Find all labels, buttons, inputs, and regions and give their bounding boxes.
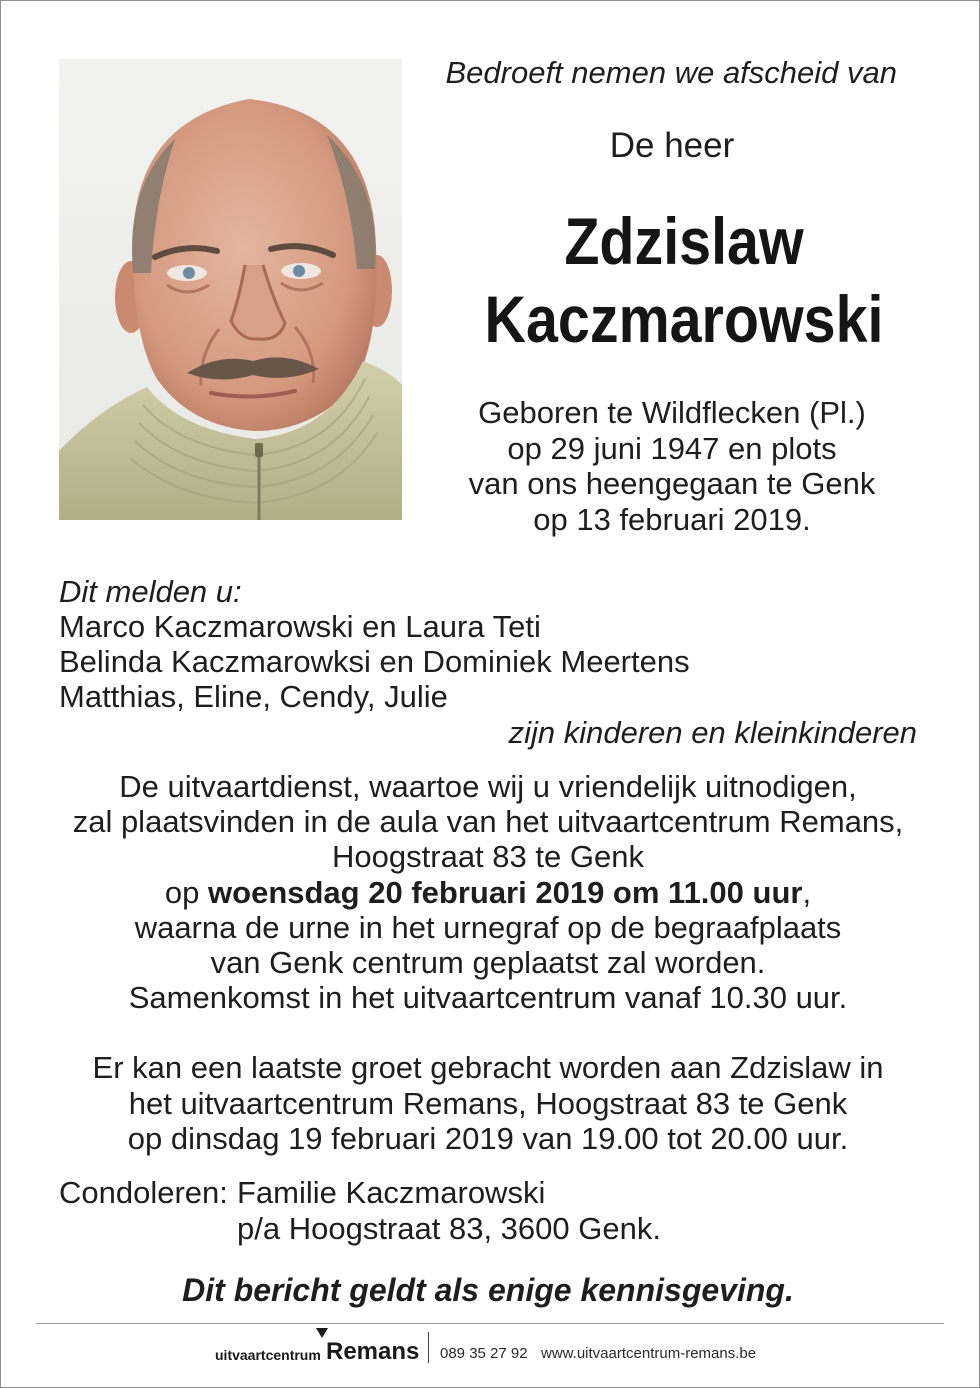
- visitation-details: [40, 1050, 936, 1157]
- announcers-heading: Dit melden u:: [59, 574, 242, 609]
- service-date: woensdag 20 februari 2019 om 11.00 uur: [208, 874, 803, 910]
- service-line: van Genk centrum geplaatst zal worden.: [210, 945, 766, 981]
- right-iris: [293, 265, 305, 277]
- announcer-line: Marco Kaczmarowski en Laura Teti: [59, 609, 541, 644]
- service-line: De uitvaartdienst, waartoe wij u vriendelijk uitnodigen,: [119, 769, 857, 804]
- condolences-line: p/a Hoogstraat 83, 3600 Genk.: [237, 1211, 661, 1246]
- birth-date-line: op 29 juni 1947 en plots: [507, 430, 837, 466]
- visitation-line: op dinsdag 19 februari 2019 van 19.00 tot 20.00 uur.: [127, 1121, 849, 1156]
- service-line: Samenkomst in het uitvaartcentrum vanaf 10.30 uur.: [128, 980, 848, 1016]
- deceased-last-name: Kaczmarowski: [484, 282, 884, 356]
- service-date-prefix: op: [164, 874, 209, 910]
- death-place-line: van ons heengegaan te Genk: [468, 466, 876, 501]
- service-line: Hoogstraat 83 te Genk: [332, 839, 644, 875]
- salutation: De heer: [609, 126, 735, 165]
- portrait-photo: [59, 59, 402, 520]
- footer-rule: [36, 1323, 944, 1324]
- brand-triangle-icon: [316, 1328, 328, 1338]
- service-date-line: [40, 875, 936, 910]
- condolences-line: Familie Kaczmarowski: [237, 1175, 546, 1210]
- visitation-line: het uitvaartcentrum Remans, Hoogstraat 83 te Genk: [128, 1085, 848, 1121]
- footer-phone: 089 35 27 92: [440, 1345, 528, 1362]
- footer-divider: [428, 1332, 429, 1363]
- deceased-first-name: Zdzislaw: [564, 204, 804, 278]
- service-line: waarna de urne in het urnegraf op de begraafplaats: [134, 909, 842, 945]
- footer-website: www.uitvaartcentrum-remans.be: [541, 1345, 757, 1362]
- condolences-address: [237, 1175, 661, 1247]
- death-date-line: op 13 februari 2019.: [533, 501, 811, 537]
- announcers: [59, 574, 690, 714]
- zipper-pull: [255, 443, 263, 457]
- brand-name: Remans: [326, 1338, 420, 1365]
- left-iris: [183, 267, 195, 279]
- visitation-line: Er kan een laatste groet gebracht worden aan Zdzislaw in: [92, 1050, 884, 1085]
- announcers-relation: zijn kinderen en kleinkinderen: [508, 715, 917, 750]
- birth-death-details: [440, 395, 904, 537]
- announcer-line: Matthias, Eline, Cendy, Julie: [59, 679, 448, 714]
- brand-prefix: uitvaartcentrum: [215, 1347, 321, 1363]
- intro-text: Bedroeft nemen we afscheid van: [445, 55, 897, 90]
- announcer-line: Belinda Kaczmarowksi en Dominiek Meertens: [59, 644, 690, 679]
- birth-line: Geboren te Wildflecken (Pl.): [478, 395, 866, 430]
- service-date-suffix: ,: [802, 874, 812, 910]
- portrait-image: [59, 59, 402, 520]
- condolences-label: Condoleren:: [59, 1175, 228, 1210]
- service-details: [40, 769, 936, 1015]
- service-line: zal plaatsvinden in de aula van het uitvaartcentrum Remans,: [72, 804, 904, 840]
- closing-statement: Dit bericht geldt als enige kennisgeving.: [182, 1272, 794, 1308]
